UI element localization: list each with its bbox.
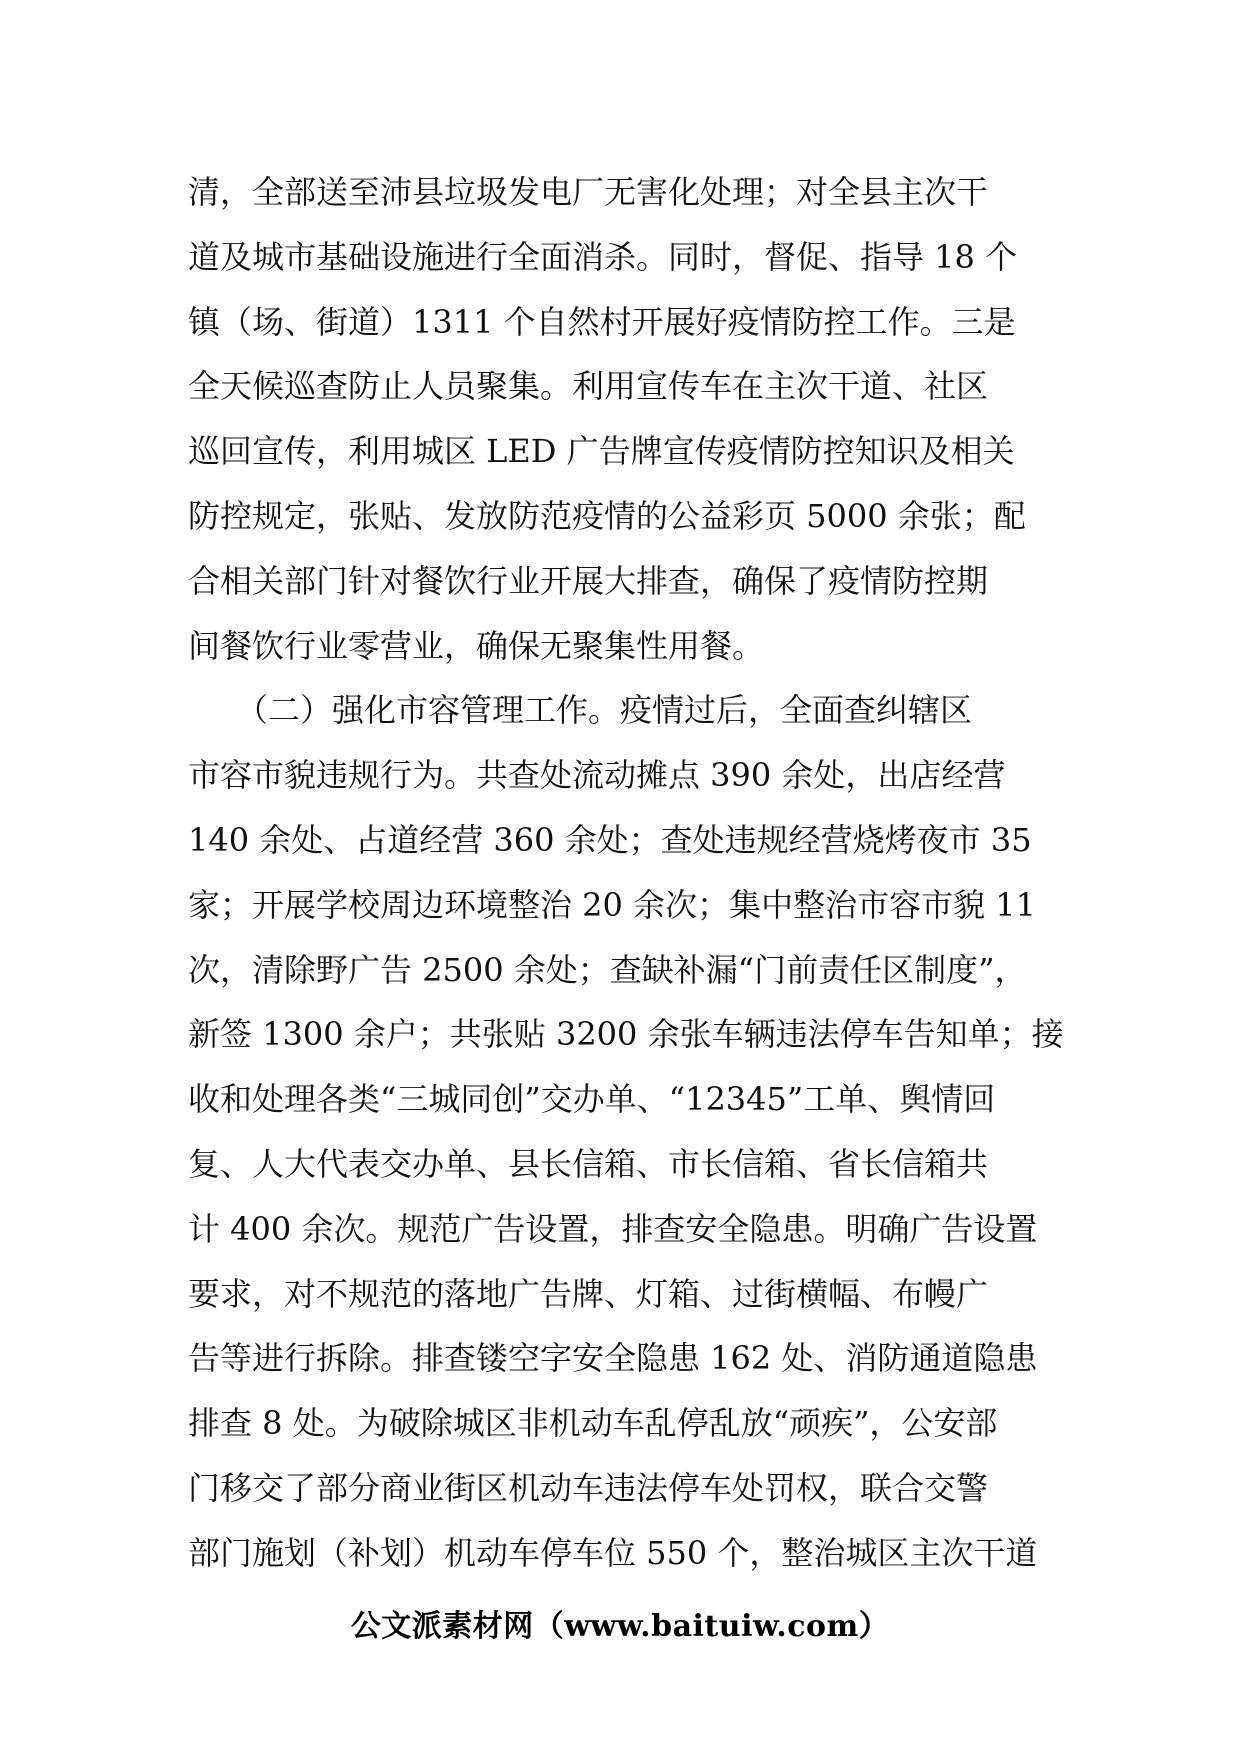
text-line: 部门施划（补划）机动车停车位 550 个，整治城区主次干道 xyxy=(188,1533,1038,1572)
text-line: 巡回宣传，利用城区 LED 广告牌宣传疫情防控知识及相关 xyxy=(188,432,1015,471)
text-line: 市容市貌违规行为。共查处流动摊点 390 余处，出店经营 xyxy=(188,756,1006,795)
text-line: 复、人大代表交办单、县长信箱、市长信箱、省长信箱共 xyxy=(188,1144,989,1183)
text-line: 收和处理各类“三城同创”交办单、“12345”工单、舆情回 xyxy=(188,1080,996,1119)
text-line: 新签 1300 余户；共张贴 3200 余张车辆违法停车告知单；接 xyxy=(188,1015,1064,1054)
text-line: 全天候巡查防止人员聚集。利用宣传车在主次干道、社区 xyxy=(188,367,989,406)
text-line: 140 余处、占道经营 360 余处；查处违规经营烧烤夜市 35 xyxy=(188,820,1032,859)
text-line: 家；开展学校周边环境整治 20 余次；集中整治市容市貌 11 xyxy=(188,885,1036,924)
text-line: 告等进行拆除。排查镂空字安全隐患 162 处、消防通道隐患 xyxy=(188,1339,1038,1378)
text-line: 计 400 余次。规范广告设置，排查安全隐患。明确广告设置 xyxy=(188,1209,1038,1248)
section-heading-line: （二）强化市容管理工作。疫情过后，全面查纠辖区 xyxy=(188,691,973,730)
text-line: 门移交了部分商业街区机动车违法停车处罚权，联合交警 xyxy=(188,1468,989,1507)
text-line: 间餐饮行业零营业，确保无聚集性用餐。 xyxy=(188,626,765,665)
text-line: 次，清除野广告 2500 余处；查缺补漏“门前责任区制度”， xyxy=(188,950,1027,989)
text-line: 清，全部送至沛县垃圾发电厂无害化处理；对全县主次干 xyxy=(188,173,989,211)
text-line: 防控规定，张贴、发放防范疫情的公益彩页 5000 余张；配 xyxy=(188,496,1026,535)
text-line: 排查 8 处。为破除城区非机动车乱停乱放“顽疾”，公安部 xyxy=(188,1404,998,1443)
text-line: 道及城市基础设施进行全面消杀。同时，督促、指导 18 个 xyxy=(188,237,1018,276)
body-text xyxy=(188,160,1068,1586)
text-line: 镇（场、街道）1311 个自然村开展好疫情防控工作。三是 xyxy=(188,302,1016,341)
text-line: 要求，对不规范的落地广告牌、灯箱、过街横幅、布幔广 xyxy=(188,1274,989,1313)
footer-watermark: 公文派素材网（www.baituiw.com） xyxy=(350,1609,890,1644)
text-line: 合相关部门针对餐饮行业开展大排查，确保了疫情防控期 xyxy=(188,561,989,600)
